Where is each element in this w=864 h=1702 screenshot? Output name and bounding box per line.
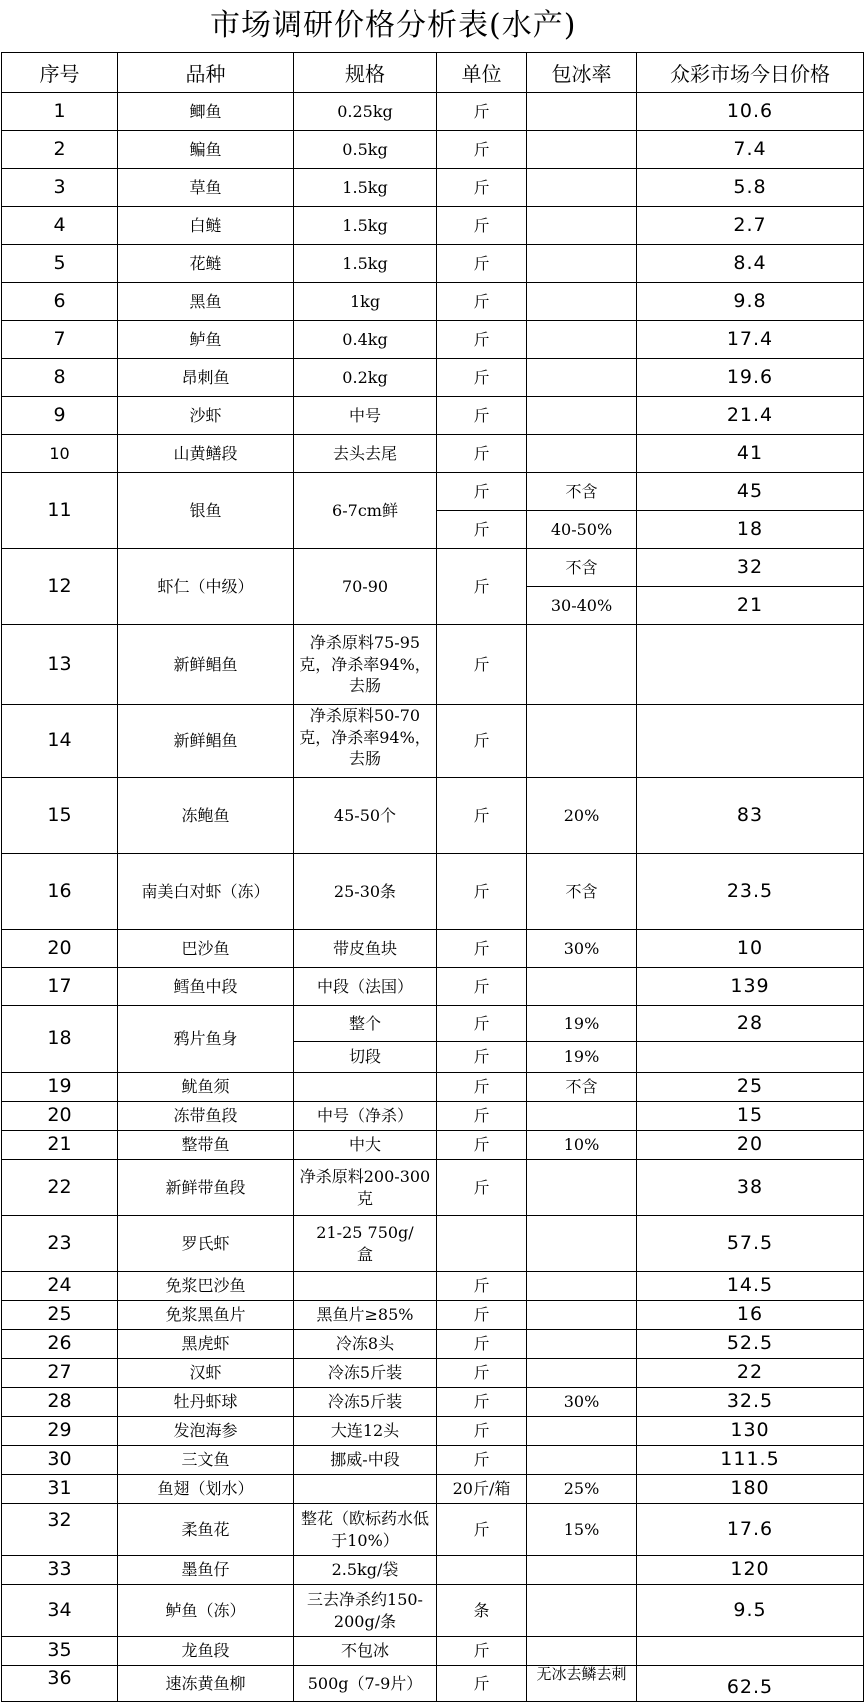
cell-spec: 整花（欧标药水低于10%） (294, 1504, 437, 1556)
cell-name: 鳊鱼 (118, 131, 294, 169)
table-row (2, 1006, 864, 1042)
cell-name: 冻带鱼段 (118, 1102, 294, 1131)
cell-unit: 斤 (437, 1042, 527, 1073)
cell-price: 17.4 (637, 321, 864, 359)
cell-price: 9.8 (637, 283, 864, 321)
cell-price: 28 (637, 1006, 864, 1042)
cell-spec: 去头去尾 (294, 435, 437, 473)
header-price: 众彩市场今日价格 (637, 53, 864, 93)
cell-unit: 斤 (437, 1446, 527, 1475)
table-row (2, 1475, 864, 1504)
table-row (2, 1417, 864, 1446)
cell-seq: 17 (2, 968, 118, 1006)
cell-price: 21.4 (637, 397, 864, 435)
cell-ice-rate: 19% (527, 1042, 637, 1073)
cell-spec: 1.5kg (294, 169, 437, 207)
cell-price: 22 (637, 1359, 864, 1388)
cell-name: 鲫鱼 (118, 93, 294, 131)
cell-seq: 2 (2, 131, 118, 169)
cell-spec: 0.25kg (294, 93, 437, 131)
cell-ice-rate (527, 359, 637, 397)
cell-ice-rate (527, 283, 637, 321)
cell-seq: 5 (2, 245, 118, 283)
cell-name: 鱼翅（划水） (118, 1475, 294, 1504)
table-row (2, 1666, 864, 1702)
cell-unit: 斤 (437, 1006, 527, 1042)
cell-unit: 斤 (437, 511, 527, 549)
cell-name: 罗氏虾 (118, 1216, 294, 1272)
table-row (2, 1556, 864, 1585)
cell-ice-rate (527, 1102, 637, 1131)
cell-ice-rate: 30-40% (527, 587, 637, 625)
cell-spec: 中号 (294, 397, 437, 435)
cell-name: 黑虎虾 (118, 1330, 294, 1359)
cell-ice-rate (527, 1160, 637, 1216)
cell-seq: 18 (2, 1006, 118, 1073)
cell-seq: 19 (2, 1073, 118, 1102)
cell-price: 130 (637, 1417, 864, 1446)
cell-price: 5.8 (637, 169, 864, 207)
cell-seq: 7 (2, 321, 118, 359)
cell-seq: 36 (2, 1666, 118, 1702)
table-row (2, 359, 864, 397)
cell-ice-rate: 不含 (527, 549, 637, 587)
cell-ice-rate: 15% (527, 1504, 637, 1556)
header-spec: 规格 (294, 53, 437, 93)
cell-spec: 净杀原料200-300克 (294, 1160, 437, 1216)
cell-spec: 500g（7-9片） (294, 1666, 437, 1702)
cell-ice-rate (527, 397, 637, 435)
header-ice-rate: 包冰率 (527, 53, 637, 93)
cell-price: 32 (637, 549, 864, 587)
cell-unit: 斤 (437, 283, 527, 321)
cell-ice-rate-text: 无冰去鳞去刺 (536, 1666, 627, 1683)
header-row (2, 53, 864, 93)
cell-seq: 21 (2, 1131, 118, 1160)
cell-price: 57.5 (637, 1216, 864, 1272)
cell-seq: 16 (2, 854, 118, 930)
cell-name: 新鲜带鱼段 (118, 1160, 294, 1216)
cell-unit: 斤 (437, 93, 527, 131)
table-row (2, 1272, 864, 1301)
table-row (2, 1585, 864, 1637)
cell-name: 三文鱼 (118, 1446, 294, 1475)
cell-name: 免浆巴沙鱼 (118, 1272, 294, 1301)
cell-price: 111.5 (637, 1446, 864, 1475)
cell-seq: 33 (2, 1556, 118, 1585)
cell-spec-text: 21-25 750g/盒 (316, 1222, 414, 1264)
cell-unit: 斤 (437, 359, 527, 397)
cell-price: 10.6 (637, 93, 864, 131)
cell-price: 16 (637, 1301, 864, 1330)
table-row (2, 625, 864, 705)
cell-name: 巴沙鱼 (118, 930, 294, 968)
table-row (2, 1388, 864, 1417)
cell-spec: 净杀原料75-95克，净杀率94%，去肠 (294, 625, 437, 705)
cell-spec: 整个 (294, 1006, 437, 1042)
table-row (2, 854, 864, 930)
table-row (2, 473, 864, 511)
table-row (2, 93, 864, 131)
cell-ice-rate (527, 131, 637, 169)
cell-ice-rate: 19% (527, 1006, 637, 1042)
cell-spec: 中段（法国） (294, 968, 437, 1006)
table-row (2, 207, 864, 245)
cell-seq: 30 (2, 1446, 118, 1475)
cell-name: 花鲢 (118, 245, 294, 283)
cell-name: 鳕鱼中段 (118, 968, 294, 1006)
table-row (2, 1637, 864, 1666)
cell-spec: 大连12头 (294, 1417, 437, 1446)
cell-unit: 斤 (437, 1301, 527, 1330)
table-row (2, 1216, 864, 1272)
cell-spec: 45-50个 (294, 778, 437, 854)
cell-price: 14.5 (637, 1272, 864, 1301)
cell-seq: 6 (2, 283, 118, 321)
cell-seq: 8 (2, 359, 118, 397)
cell-unit: 斤 (437, 1388, 527, 1417)
cell-unit: 斤 (437, 397, 527, 435)
cell-name: 沙虾 (118, 397, 294, 435)
cell-unit: 斤 (437, 625, 527, 705)
cell-spec: 1.5kg (294, 245, 437, 283)
cell-seq: 13 (2, 625, 118, 705)
table-row (2, 1131, 864, 1160)
table-row (2, 968, 864, 1006)
cell-price (637, 625, 864, 705)
cell-unit: 20斤/箱 (437, 1475, 527, 1504)
cell-seq: 35 (2, 1637, 118, 1666)
table-row (2, 778, 864, 854)
cell-unit: 斤 (437, 968, 527, 1006)
cell-price: 15 (637, 1102, 864, 1131)
cell-unit: 斤 (437, 1160, 527, 1216)
cell-ice-rate: 10% (527, 1131, 637, 1160)
cell-spec (294, 705, 437, 778)
cell-ice-rate (527, 1637, 637, 1666)
cell-spec: 挪威-中段 (294, 1446, 437, 1475)
cell-spec: 黑鱼片≥85% (294, 1301, 437, 1330)
cell-name: 鲈鱼 (118, 321, 294, 359)
cell-spec: 中大 (294, 1131, 437, 1160)
cell-name: 冻鲍鱼 (118, 778, 294, 854)
cell-spec: 0.2kg (294, 359, 437, 397)
cell-name: 新鲜鲳鱼 (118, 625, 294, 705)
cell-unit: 斤 (437, 169, 527, 207)
cell-spec (294, 1272, 437, 1301)
cell-seq: 3 (2, 169, 118, 207)
cell-spec (294, 1216, 437, 1272)
cell-unit: 斤 (437, 854, 527, 930)
cell-unit: 斤 (437, 778, 527, 854)
cell-price: 18 (637, 511, 864, 549)
cell-ice-rate (527, 93, 637, 131)
table-row (2, 705, 864, 778)
cell-ice-rate (527, 1330, 637, 1359)
header-unit: 单位 (437, 53, 527, 93)
cell-ice-rate (527, 1272, 637, 1301)
cell-unit: 斤 (437, 1272, 527, 1301)
cell-seq: 24 (2, 1272, 118, 1301)
cell-seq: 28 (2, 1388, 118, 1417)
cell-ice-rate (527, 1585, 637, 1637)
cell-seq: 12 (2, 549, 118, 625)
cell-spec: 1kg (294, 283, 437, 321)
cell-unit: 斤 (437, 1666, 527, 1702)
cell-spec: 0.5kg (294, 131, 437, 169)
table-row (2, 1504, 864, 1556)
table-row (2, 397, 864, 435)
cell-price: 41 (637, 435, 864, 473)
table-row (2, 549, 864, 587)
cell-name: 速冻黄鱼柳 (118, 1666, 294, 1702)
header-name: 品种 (118, 53, 294, 93)
cell-name: 新鲜鲳鱼 (118, 705, 294, 778)
cell-unit: 斤 (437, 930, 527, 968)
cell-seq: 32 (2, 1504, 118, 1556)
cell-spec: 6-7cm鲜 (294, 473, 437, 549)
table-row (2, 1330, 864, 1359)
cell-price: 83 (637, 778, 864, 854)
table-row (2, 1073, 864, 1102)
cell-seq: 4 (2, 207, 118, 245)
cell-ice-rate: 40-50% (527, 511, 637, 549)
cell-spec: 不包冰 (294, 1637, 437, 1666)
cell-price: 17.6 (637, 1504, 864, 1556)
table-row (2, 1359, 864, 1388)
cell-unit: 斤 (437, 1359, 527, 1388)
cell-ice-rate (527, 1666, 637, 1702)
cell-ice-rate (527, 1417, 637, 1446)
cell-name: 黑鱼 (118, 283, 294, 321)
cell-unit: 斤 (437, 1417, 527, 1446)
cell-spec: 25-30条 (294, 854, 437, 930)
cell-spec: 中号（净杀） (294, 1102, 437, 1131)
cell-unit: 斤 (437, 245, 527, 283)
cell-unit: 斤 (437, 1102, 527, 1131)
cell-spec: 2.5kg/袋 (294, 1556, 437, 1585)
cell-seq: 20 (2, 1102, 118, 1131)
cell-unit: 斤 (437, 1330, 527, 1359)
cell-price: 23.5 (637, 854, 864, 930)
cell-seq: 22 (2, 1160, 118, 1216)
cell-seq: 23 (2, 1216, 118, 1272)
cell-unit: 斤 (437, 473, 527, 511)
cell-spec: 冷冻5斤装 (294, 1359, 437, 1388)
cell-ice-rate: 不含 (527, 1073, 637, 1102)
cell-name: 白鲢 (118, 207, 294, 245)
cell-spec: 三去净杀约150-200g/条 (294, 1585, 437, 1637)
cell-seq: 31 (2, 1475, 118, 1504)
cell-name: 免浆黑鱼片 (118, 1301, 294, 1330)
cell-seq: 1 (2, 93, 118, 131)
cell-name: 银鱼 (118, 473, 294, 549)
cell-price: 62.5 (637, 1666, 864, 1702)
cell-price (637, 705, 864, 778)
cell-price: 9.5 (637, 1585, 864, 1637)
cell-ice-rate: 30% (527, 930, 637, 968)
table-row (2, 283, 864, 321)
table-row (2, 1160, 864, 1216)
cell-unit: 斤 (437, 131, 527, 169)
cell-unit: 斤 (437, 1504, 527, 1556)
cell-unit: 斤 (437, 435, 527, 473)
cell-unit: 斤 (437, 705, 527, 778)
cell-seq: 29 (2, 1417, 118, 1446)
table-row (2, 131, 864, 169)
cell-name: 昂刺鱼 (118, 359, 294, 397)
cell-ice-rate: 不含 (527, 473, 637, 511)
cell-unit: 斤 (437, 321, 527, 359)
cell-seq: 25 (2, 1301, 118, 1330)
cell-name: 汉虾 (118, 1359, 294, 1388)
table-row (2, 321, 864, 359)
cell-ice-rate (527, 435, 637, 473)
cell-spec: 1.5kg (294, 207, 437, 245)
cell-name: 鲈鱼（冻） (118, 1585, 294, 1637)
cell-ice-rate (527, 245, 637, 283)
cell-unit: 条 (437, 1585, 527, 1637)
cell-price (637, 1637, 864, 1666)
page-title: 市场调研价格分析表(水产) (210, 8, 577, 43)
cell-spec: 0.4kg (294, 321, 437, 359)
cell-ice-rate (527, 705, 637, 778)
cell-ice-rate (527, 321, 637, 359)
table-row (2, 169, 864, 207)
cell-ice-rate: 不含 (527, 854, 637, 930)
cell-ice-rate (527, 207, 637, 245)
cell-ice-rate (527, 1359, 637, 1388)
table-row (2, 1102, 864, 1131)
cell-price: 19.6 (637, 359, 864, 397)
cell-ice-rate (527, 1216, 637, 1272)
cell-unit: 斤 (437, 1637, 527, 1666)
table-row (2, 1446, 864, 1475)
cell-name: 鱿鱼须 (118, 1073, 294, 1102)
cell-seq: 27 (2, 1359, 118, 1388)
cell-name: 整带鱼 (118, 1131, 294, 1160)
cell-ice-rate (527, 1301, 637, 1330)
cell-price: 38 (637, 1160, 864, 1216)
table-row (2, 245, 864, 283)
cell-spec: 70-90 (294, 549, 437, 625)
cell-price: 120 (637, 1556, 864, 1585)
cell-name: 龙鱼段 (118, 1637, 294, 1666)
cell-spec: 带皮鱼块 (294, 930, 437, 968)
cell-spec: 冷冻8头 (294, 1330, 437, 1359)
cell-seq: 10 (2, 435, 118, 473)
table-row (2, 1301, 864, 1330)
cell-price: 21 (637, 587, 864, 625)
cell-price: 25 (637, 1073, 864, 1102)
cell-ice-rate (527, 625, 637, 705)
cell-name: 柔鱼花 (118, 1504, 294, 1556)
cell-unit: 斤 (437, 207, 527, 245)
cell-ice-rate (527, 169, 637, 207)
table-row (2, 930, 864, 968)
cell-name: 虾仁（中级） (118, 549, 294, 625)
cell-price: 10 (637, 930, 864, 968)
table-row (2, 435, 864, 473)
cell-name: 发泡海参 (118, 1417, 294, 1446)
cell-price: 2.7 (637, 207, 864, 245)
cell-ice-rate: 20% (527, 778, 637, 854)
cell-unit: 斤 (437, 1131, 527, 1160)
cell-ice-rate (527, 1446, 637, 1475)
cell-unit (437, 1216, 527, 1272)
cell-ice-rate: 30% (527, 1388, 637, 1417)
cell-name: 草鱼 (118, 169, 294, 207)
cell-spec-text: 净杀原料50-70克，净杀率94%，去肠 (299, 706, 431, 769)
cell-seq: 34 (2, 1585, 118, 1637)
cell-price (637, 1042, 864, 1073)
cell-seq: 11 (2, 473, 118, 549)
cell-unit (437, 1556, 527, 1585)
cell-price: 8.4 (637, 245, 864, 283)
cell-ice-rate: 25% (527, 1475, 637, 1504)
cell-seq: 14 (2, 705, 118, 778)
cell-price: 52.5 (637, 1330, 864, 1359)
cell-seq: 20 (2, 930, 118, 968)
cell-ice-rate (527, 968, 637, 1006)
cell-spec (294, 1073, 437, 1102)
cell-name: 南美白对虾（冻） (118, 854, 294, 930)
cell-unit: 斤 (437, 549, 527, 625)
cell-price: 7.4 (637, 131, 864, 169)
cell-price: 20 (637, 1131, 864, 1160)
cell-name: 牡丹虾球 (118, 1388, 294, 1417)
cell-ice-rate (527, 1556, 637, 1585)
cell-price: 32.5 (637, 1388, 864, 1417)
cell-spec: 切段 (294, 1042, 437, 1073)
cell-price: 139 (637, 968, 864, 1006)
cell-spec: 冷冻5斤装 (294, 1388, 437, 1417)
cell-seq: 9 (2, 397, 118, 435)
cell-name: 墨鱼仔 (118, 1556, 294, 1585)
header-seq: 序号 (2, 53, 118, 93)
cell-name: 鸦片鱼身 (118, 1006, 294, 1073)
cell-spec (294, 1475, 437, 1504)
cell-seq: 26 (2, 1330, 118, 1359)
cell-name: 山黄鳝段 (118, 435, 294, 473)
cell-price: 180 (637, 1475, 864, 1504)
price-table (1, 52, 864, 1702)
cell-price: 45 (637, 473, 864, 511)
cell-seq: 15 (2, 778, 118, 854)
cell-unit: 斤 (437, 1073, 527, 1102)
